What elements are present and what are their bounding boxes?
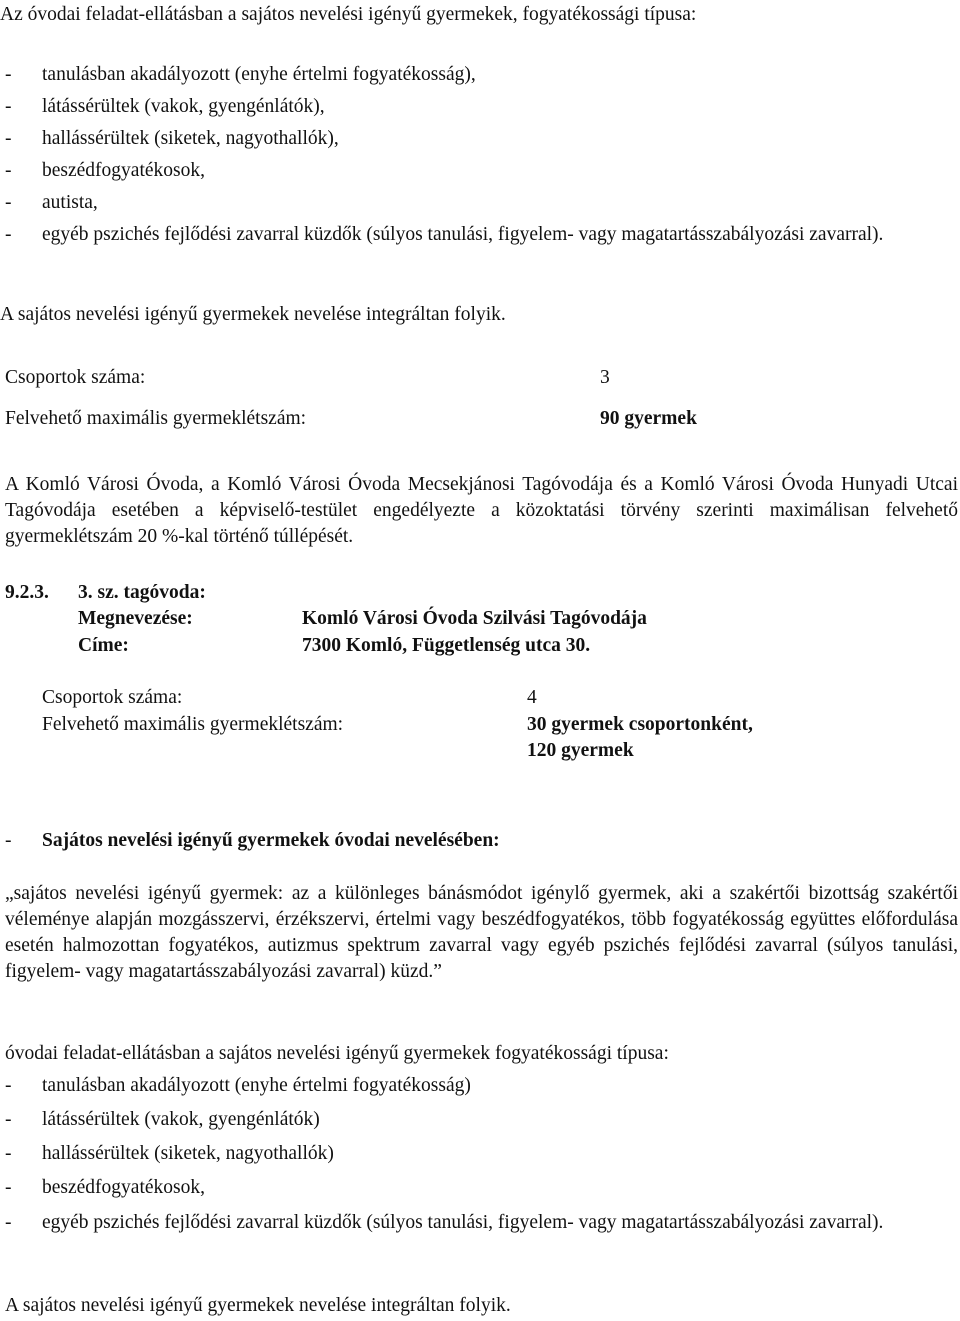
- group-count-row: [0, 365, 960, 391]
- subsection-name-row: [0, 606, 960, 632]
- list-item-text: autista,: [42, 192, 98, 213]
- list-dash: -: [5, 1177, 12, 1198]
- special-heading: Sajátos nevelési igényű gyermekek óvodai nevelésében:: [42, 830, 500, 851]
- list-item-text: egyéb pszichés fejlődési zavarral küzdők (súlyos tanulási, figyelem- vagy magatartásszabályozási zavarral).: [42, 224, 884, 245]
- list-item-text: hallássérültek (siketek, nagyothallók),: [42, 128, 339, 149]
- group-count-label: Csoportok száma:: [5, 367, 146, 388]
- exceed-paragraph: A Komló Városi Óvoda, a Komló Városi Óvoda Mecsekjánosi Tagóvodája és a Komló Városi Óvoda Hunyadi Utcai Tagóvodája esetében a képviselő-testület engedélyezte a közoktatási törvény szerinti maximálisan felvehető gyermeklétszám 20 %-kal történő túllépését.: [5, 474, 958, 547]
- max-children-row: [0, 406, 960, 432]
- integration-note: A sajátos nevelési igényű gyermekek nevelése integráltan folyik.: [5, 1295, 511, 1316]
- list-item-text: tanulásban akadályozott (enyhe értelmi fogyatékosság): [42, 1075, 471, 1096]
- list-dash: -: [5, 1212, 12, 1233]
- group-count-value: 4: [527, 687, 537, 708]
- group-count-value: 3: [600, 367, 610, 388]
- max-children-value: 90 gyermek: [600, 408, 697, 429]
- max-children-value: 30 gyermek csoportonként,: [527, 714, 753, 735]
- section1-heading: Az óvodai feladat-ellátásban a sajátos nevelési igényű gyermekek, fogyatékossági típusa:: [0, 4, 697, 25]
- list-dash: -: [5, 224, 12, 245]
- list-dash: -: [5, 1109, 12, 1130]
- list-dash: -: [5, 128, 12, 149]
- name-value: Komló Városi Óvoda Szilvási Tagóvodája: [302, 608, 647, 629]
- integration-note: A sajátos nevelési igényű gyermekek nevelése integráltan folyik.: [0, 304, 506, 325]
- list-dash: -: [5, 830, 12, 851]
- list-item-text: beszédfogyatékosok,: [42, 160, 205, 181]
- list-dash: -: [5, 1143, 12, 1164]
- list-dash: -: [5, 64, 12, 85]
- list-dash: -: [5, 192, 12, 213]
- list-item-text: tanulásban akadályozott (enyhe értelmi fogyatékosság),: [42, 64, 476, 85]
- max-children-label: Felvehető maximális gyermeklétszám:: [42, 714, 344, 735]
- group-count-row: [0, 685, 960, 711]
- subsection-address-row: [0, 633, 960, 659]
- section2-heading: óvodai feladat-ellátásban a sajátos nevelési igényű gyermekek fogyatékossági típusa:: [5, 1043, 669, 1064]
- list-item-text: látássérültek (vakok, gyengénlátók): [42, 1109, 320, 1130]
- max-children-label: Felvehető maximális gyermeklétszám:: [5, 408, 307, 429]
- list-dash: -: [5, 1075, 12, 1096]
- max-children-total: 120 gyermek: [527, 740, 634, 761]
- group-count-label: Csoportok száma:: [42, 687, 183, 708]
- subsection-heading: [0, 580, 960, 606]
- max-children-row: [0, 712, 960, 738]
- name-label: Megnevezése:: [78, 608, 193, 629]
- address-label: Címe:: [78, 635, 129, 656]
- address-value: 7300 Komló, Függetlenség utca 30.: [302, 635, 591, 656]
- list-dash: -: [5, 160, 12, 181]
- subsection-title: 3. sz. tagóvoda:: [78, 582, 206, 603]
- list-dash: -: [5, 96, 12, 117]
- list-item-text: látássérültek (vakok, gyengénlátók),: [42, 96, 325, 117]
- max-children-row: [0, 738, 960, 764]
- list-item-text: hallássérültek (siketek, nagyothallók): [42, 1143, 334, 1164]
- list-item-text: beszédfogyatékosok,: [42, 1177, 205, 1198]
- subsection-number: 9.2.3.: [5, 582, 49, 603]
- legal-quote: „sajátos nevelési igényű gyermek: az a különleges bánásmódot igénylő gyermek, aki a szakértői bizottság szakértői véleménye alapján mozgásszervi, érzékszervi, értelmi vagy beszédfogyatékos, több fogyatékosság együttes előfordulása esetén halmozottan fogyatékos, autizmus spektrum zavarral vagy egyéb pszichés fejlődési zavarral (súlyos tanulási, figyelem- vagy magatartásszabályozási zavarral) küzd.”: [5, 883, 958, 982]
- list-item-text: egyéb pszichés fejlődési zavarral küzdők (súlyos tanulási, figyelem- vagy magatartásszabályozási zavarral).: [42, 1212, 884, 1233]
